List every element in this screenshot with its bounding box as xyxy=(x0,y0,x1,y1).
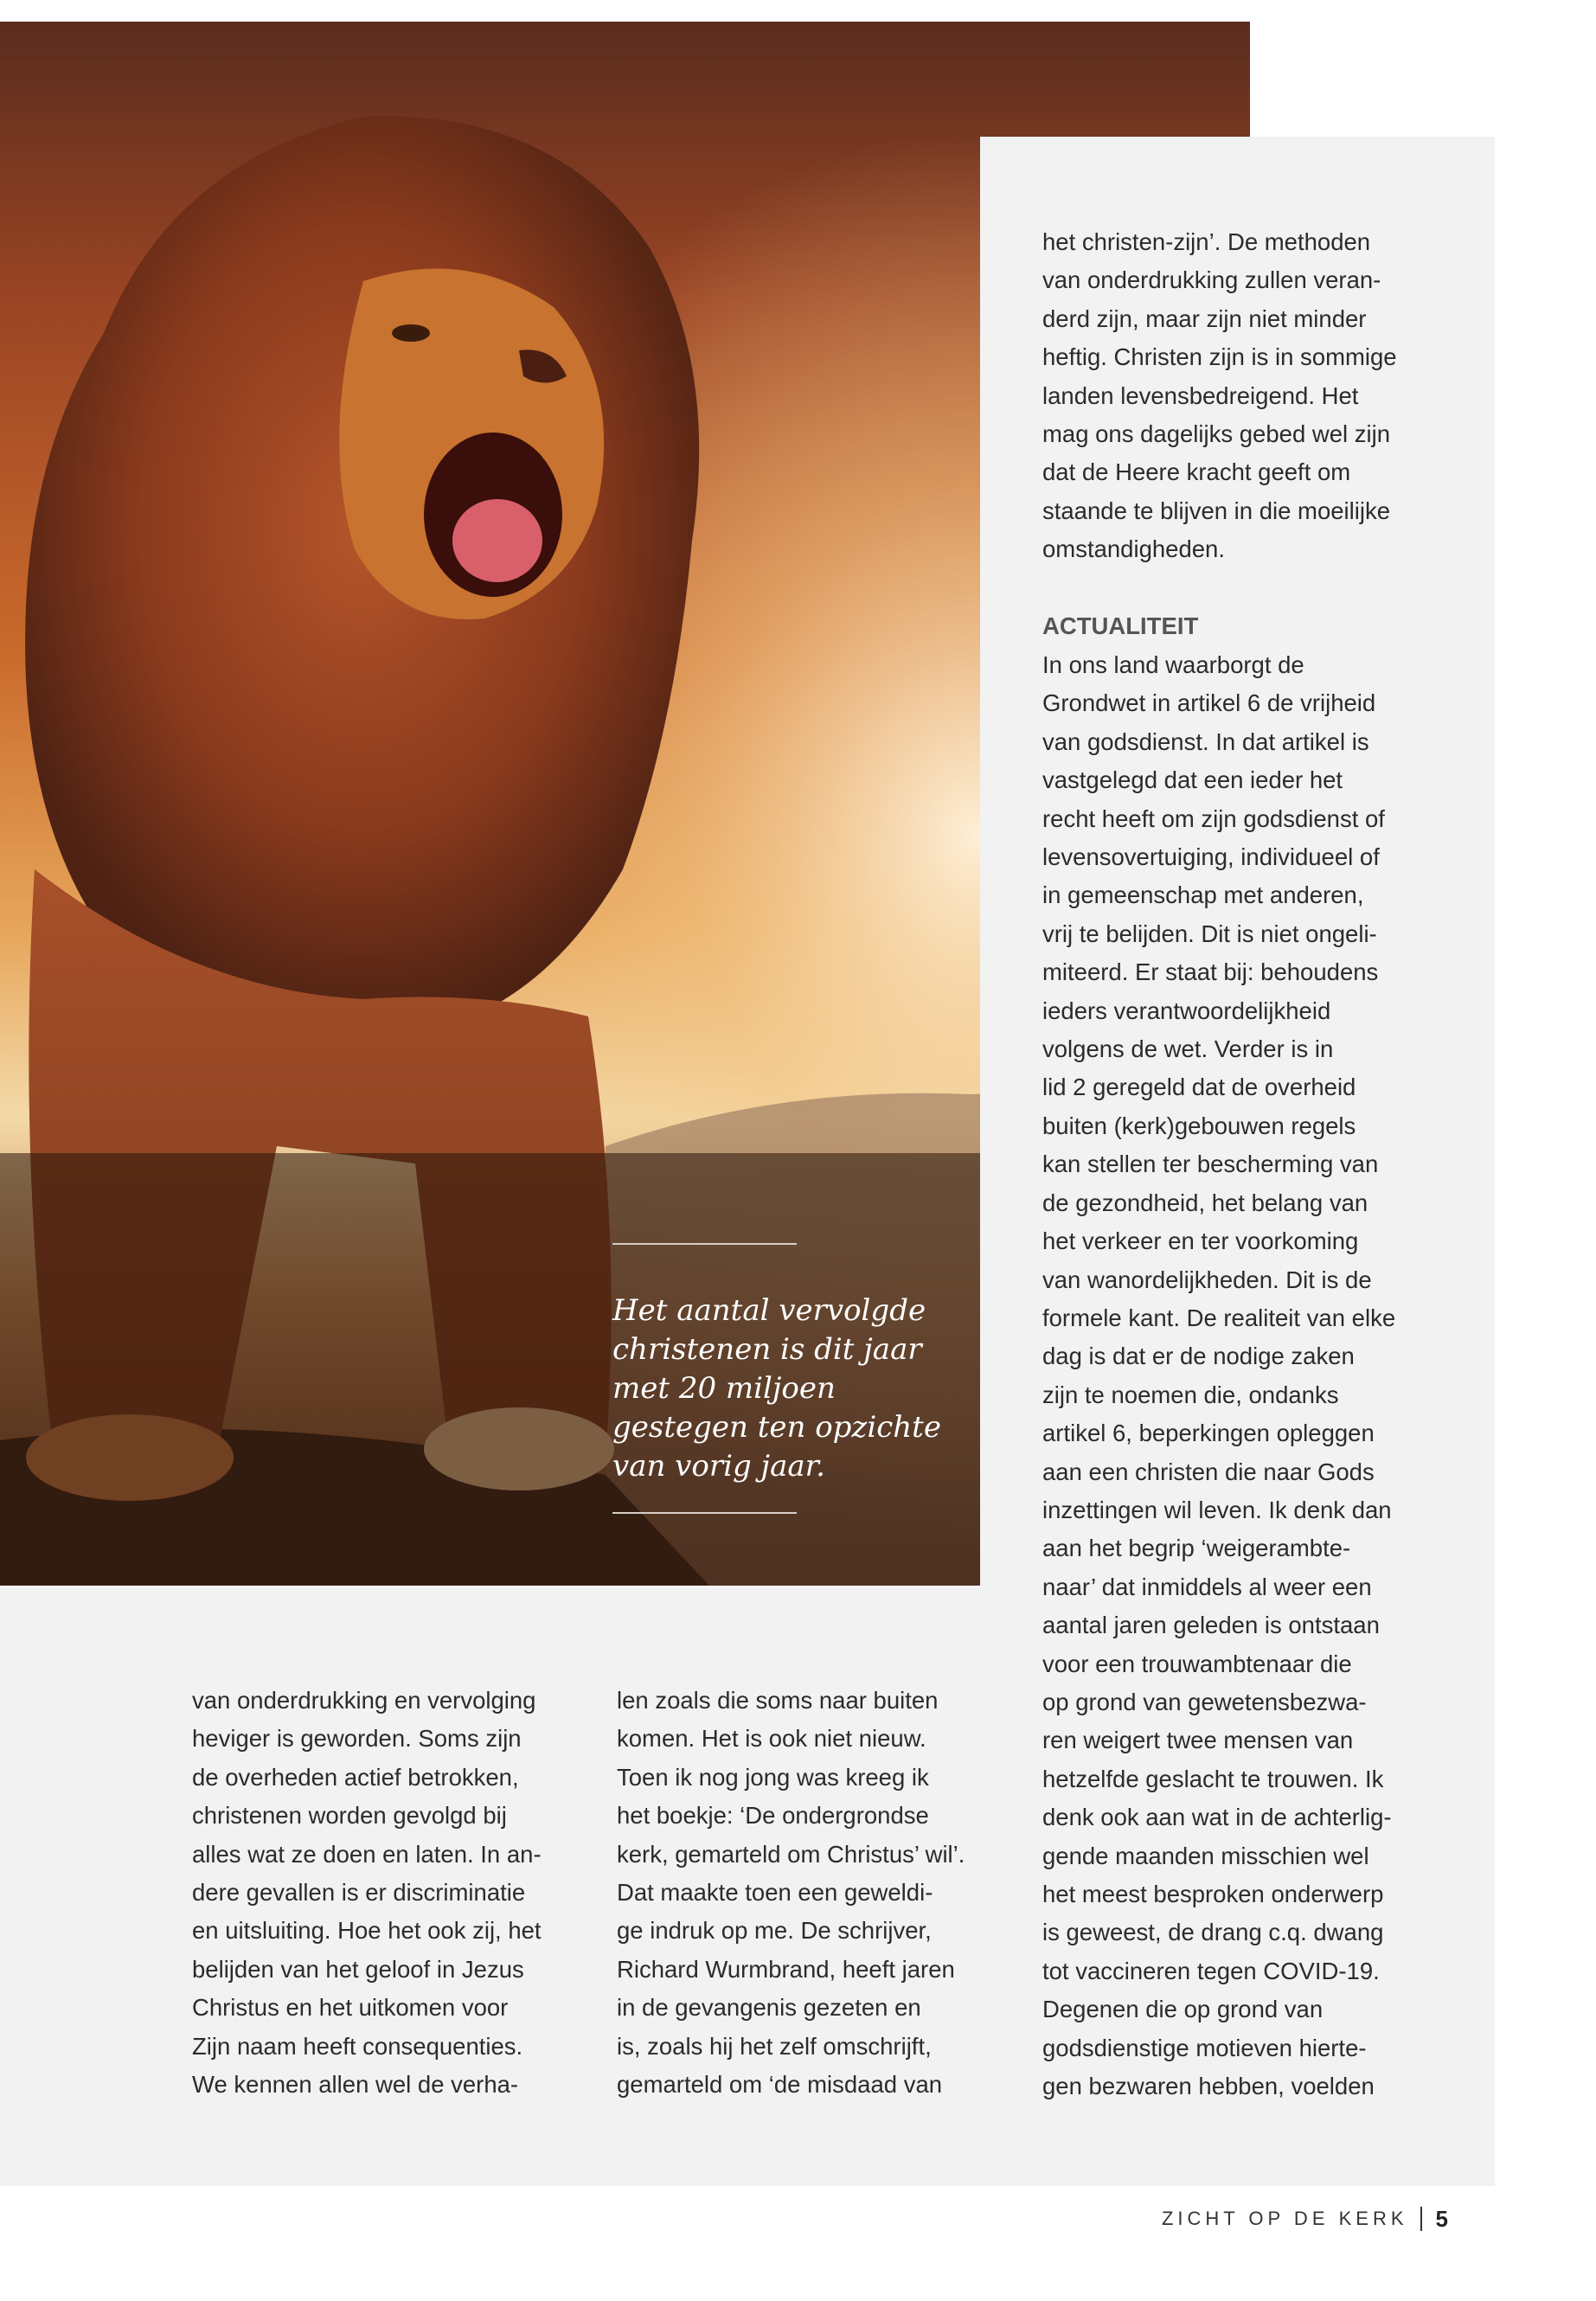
page-number: 5 xyxy=(1435,2205,1448,2232)
page-footer xyxy=(1162,2202,1448,2236)
pull-quote-bottom-rule xyxy=(612,1512,797,1514)
lion-eye xyxy=(392,324,430,342)
pull-quote-text: Het aantal vervolgde christenen is dit jaar met 20 miljoen gestegen ten opzichte van vorig jaar. xyxy=(612,1293,941,1484)
left-column-text: van onderdrukking en vervolging heviger is geworden. Soms zijn de overheden actief betrokken, christenen worden gevolgd bij alles wat ze doen en laten. In an- dere gevallen is er discriminatie en uitsluiting. Hoe het ook zij, het belijden van het geloof in Jezus Christus en het uitkomen voor Zijn naam heeft consequenties. We kennen allen wel de verha- xyxy=(192,1687,542,2099)
section-heading-actualiteit: ACTUALITEIT xyxy=(1042,612,1199,639)
right-column-body: In ons land waarborgt de Grondwet in artikel 6 de vrijheid van godsdienst. In dat artikel is vastgelegd dat een ieder het recht heeft om zijn godsdienst of levensovertuiging, individueel of in gemeenschap met anderen, vrij te belijden. Dit is niet ongeli- miteerd. Er staat bij: behoudens ieders verantwoordelijkheid volgens de wet. Verder is in lid 2 geregeld dat de overheid buiten (kerk)gebouwen regels kan stellen ter bescherming van de gezondheid, het belang van het verkeer en ter voorkoming van wanordelijkheden. Dit is de formele kant. De realiteit van elke dag is dat er de nodige zaken zijn te noemen die, ondanks artikel 6, beperkingen opleggen aan een christen die naar Gods inzettingen wil leven. Ik denk dan aan het begrip ‘weigerambte- naar’ dat inmiddels al weer een aantal jaren geleden is ontstaan voor een trouwambtenaar die op grond van gewetensbezwa- ren weigert twee mensen van hetzelfde geslacht te trouwen. Ik denk ook aan wat in de achterlig- gende maanden misschien wel het meest besproken onderwerp is geweest, de drang c.q. dwang tot vaccineren tegen COVID-19. Degenen die op grond van godsdienstige motieven hierte- gen bezwaren hebben, voelden xyxy=(1042,651,1396,2100)
footer-separator xyxy=(1420,2207,1422,2231)
magazine-title: ZICHT OP DE KERK xyxy=(1161,2208,1408,2229)
right-column-intro: het christen-zijn’. De methoden van onderdrukking zullen veran- derd zijn, maar zijn niet minder heftig. Christen zijn is in sommige landen levensbedreigend. Het mag ons dagelijks gebed wel zijn dat de Heere kracht geeft om staande te blijven in die moeilijke omstandigheden. xyxy=(1042,228,1397,563)
lion-tongue xyxy=(452,499,542,582)
pull-quote-top-rule xyxy=(612,1243,797,1245)
middle-column-text: len zoals die soms naar buiten komen. Het is ook niet nieuw. Toen ik nog jong was kreeg ik het boekje: ‘De ondergrondse kerk, gemarteld om Christus’ wil’. Dat maakte toen een geweldi- ge indruk op me. De schrijver, Richard Wurmbrand, heeft jaren in de gevangenis gezeten en is, zoals hij het zelf omschrijft, gemarteld om ‘de misdaad van xyxy=(617,1687,965,2099)
